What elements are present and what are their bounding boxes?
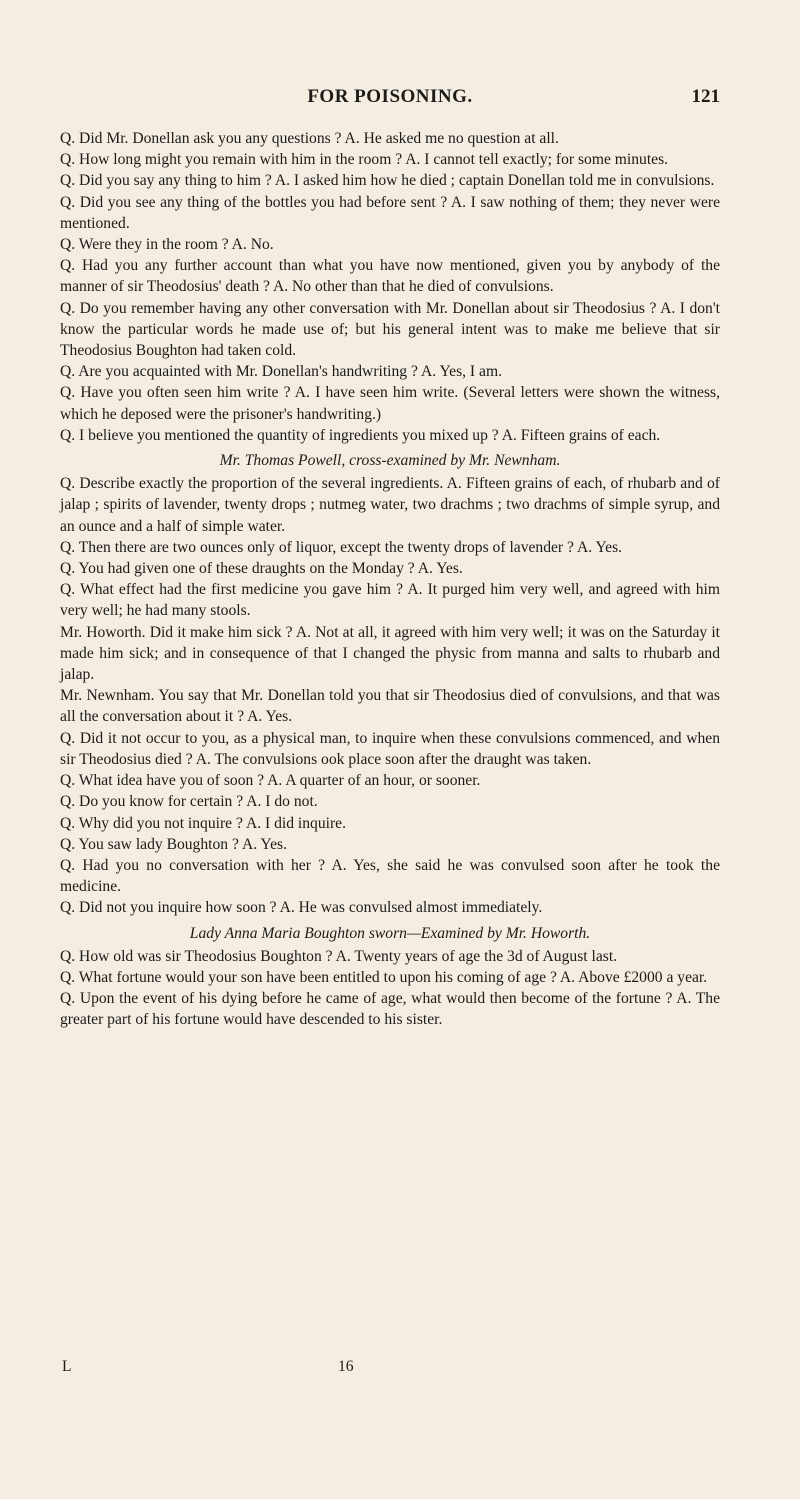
page-header xyxy=(60,86,720,110)
page-number: 121 xyxy=(691,86,720,107)
section-heading: Mr. Thomas Powell, cross-examined by Mr. Newnham. xyxy=(219,452,561,470)
page-footer xyxy=(60,1358,720,1382)
testimony-paragraph: Q. Upon the event of his dying before he came of age, what would then become of the fortune ? A. The greater part of his fortune would have descended to his sister. xyxy=(60,990,720,1029)
testimony-paragraph: Q. Describe exactly the proportion of the several ingredients. A. Fifteen grains of each, of rhubarb and of jalap ; spirits of lavender, twenty drops ; nutmeg water, two drachms ; two drachms of simple syrup, and an ounce and a half of simple water. xyxy=(60,475,720,535)
testimony-paragraph: Q. Are you acquainted with Mr. Donellan's handwriting ? A. Yes, I am. xyxy=(60,363,502,381)
section-heading: Lady Anna Maria Boughton sworn—Examined by Mr. Howorth. xyxy=(189,924,591,942)
testimony-paragraph: Q. What fortune would your son have been entitled to upon his coming of age ? A. Above £2000 a year. xyxy=(60,968,708,986)
testimony-paragraph: Q. Did Mr. Donellan ask you any questions ? A. He asked me no question at all. xyxy=(60,130,559,147)
testimony-paragraph: Q. I believe you mentioned the quantity of ingredients you mixed up ? A. Fifteen grains of each. xyxy=(60,426,661,444)
testimony-paragraph: Q. What idea have you of soon ? A. A quarter of an hour, or sooner. xyxy=(60,772,481,790)
testimony-paragraph: Q. Had you any further account than what you have now mentioned, given you by anybody of the manner of sir Theodosius' death ? A. No other than that he died of convulsions. xyxy=(60,257,720,296)
testimony-paragraph: Q. Were they in the room ? A. No. xyxy=(60,236,274,254)
testimony-paragraph: Q. How long might you remain with him in the room ? A. I cannot tell exactly; for some minutes. xyxy=(60,151,669,169)
testimony-paragraph: Q. Did you say any thing to him ? A. I asked him how he died ; captain Donellan told me in convulsions. xyxy=(60,172,715,190)
body-text xyxy=(60,128,720,1031)
testimony-paragraph: Q. What effect had the first medicine you gave him ? A. It purged him very well, and agreed with him very well; he had many stools. xyxy=(60,581,720,620)
testimony-paragraph: Mr. Newnham. You say that Mr. Donellan told you that sir Theodosius died of convulsions, and that was all the conversation about it ? A. Yes. xyxy=(60,687,720,726)
testimony-paragraph: Q. Why did you not inquire ? A. I did inquire. xyxy=(60,814,346,832)
testimony-paragraph: Q. You had given one of these draughts on the Monday ? A. Yes. xyxy=(60,560,463,578)
testimony-paragraph: Q. Do you remember having any other conversation with Mr. Donellan about sir Theodosius ? A. I don't know the particular words he made use of; but his general intent was to make me believe that sir Theodosius Boughton had taken cold. xyxy=(60,299,720,360)
testimony-paragraph: Q. Do you know for certain ? A. I do not. xyxy=(60,793,318,811)
testimony-paragraph: Q. How old was sir Theodosius Boughton ? A. Twenty years of age the 3d of August last. xyxy=(60,947,618,965)
testimony-paragraph: Mr. Howorth. Did it make him sick ? A. Not at all, it agreed with him very well; it was on the Saturday it made him sick; and in consequence of that I changed the physic from manna and salts to rhubarb and jalap. xyxy=(60,623,720,684)
testimony-paragraph: Q. Did not you inquire how soon ? A. He was convulsed almost immediately. xyxy=(60,899,543,917)
running-title: FOR POISONING. xyxy=(307,86,473,107)
testimony-paragraph: Q. Did you see any thing of the bottles you had before sent ? A. I saw nothing of them; they never were mentioned. xyxy=(60,193,720,232)
testimony-paragraph: Q. You saw lady Boughton ? A. Yes. xyxy=(60,835,288,853)
testimony-paragraph: Q. Had you no conversation with her ? A. Yes, she said he was convulsed soon after he took the medicine. xyxy=(60,856,720,896)
testimony-paragraph: Q. Have you often seen him write ? A. I have seen him write. (Several letters were shown the witness, which he deposed were the prisoner's handwriting.) xyxy=(60,384,720,423)
signature-number: 16 xyxy=(338,1358,354,1375)
signature-letter: L xyxy=(62,1358,72,1375)
testimony-paragraph: Q. Then there are two ounces only of liquor, except the twenty drops of lavender ? A. Yes. xyxy=(60,538,623,556)
testimony-paragraph: Q. Did it not occur to you, as a physical man, to inquire when these convulsions commenced, and when sir Theodosius died ? A. The convulsions ook place soon after the draught was taken. xyxy=(60,729,720,768)
